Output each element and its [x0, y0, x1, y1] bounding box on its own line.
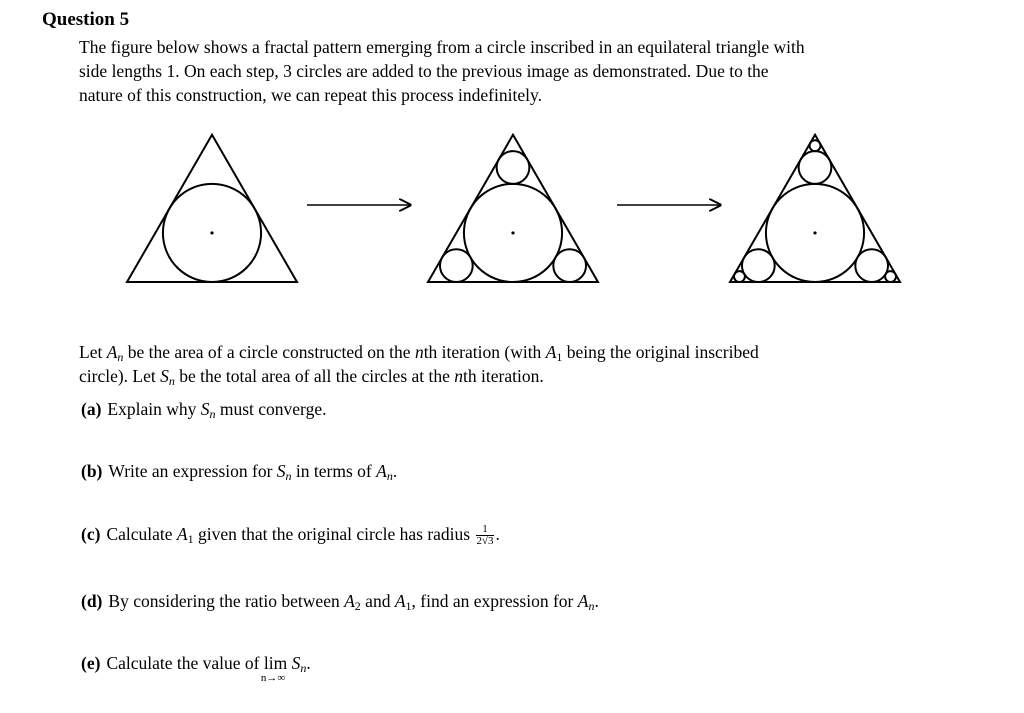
intro-line-1: The figure below shows a fractal pattern emerging from a circle inscribed in an equilateral triangle with [79, 37, 805, 57]
part-a: (a) Explain why $S_n$ must converge. [81, 399, 327, 421]
intro-line-2: side lengths 1. On each step, 3 circles are added to the previous image as demonstrated. Due to the [79, 61, 769, 81]
definition-paragraph [79, 340, 759, 388]
intro-paragraph [79, 35, 805, 107]
intro-line-3: nature of this construction, we can repeat this process indefinitely. [79, 85, 542, 105]
triangle [428, 135, 598, 282]
center-dot [511, 231, 514, 234]
corner-circle [855, 249, 888, 282]
figure-stage-2 [428, 135, 598, 282]
corner-circle [742, 249, 775, 282]
definition-line-1: Let $A_n$ be the area of a circle constructed on the nth iteration (with $A_1$ being the original inscribed [79, 342, 759, 364]
part-d: (d) By considering the ratio between $A_2$ and $A_1$, find an expression for $A_n$. [81, 591, 599, 613]
corner-circle [553, 249, 586, 282]
definition-line-2: circle). Let $S_n$ be the total area of all the circles at the nth iteration. [79, 366, 544, 388]
triangle [730, 135, 900, 282]
center-dot [813, 231, 816, 234]
question-title: Question 5 [42, 9, 130, 30]
figure-stage-3 [730, 135, 900, 282]
corner-circle [885, 271, 896, 282]
part-c: (c) Calculate $A_1$ given that the original circle has radius $\frac{1}{2√3}$ . [81, 523, 500, 548]
corner-circle [440, 249, 473, 282]
figure-stage-1 [127, 135, 297, 282]
corner-circle [799, 151, 832, 184]
corner-circle [497, 151, 530, 184]
corner-circle [734, 271, 745, 282]
part-e: (e) Calculate the value of lim n→∞ $S_n$. [81, 653, 311, 684]
center-dot [210, 231, 213, 234]
part-b: (b) Write an expression for $S_n$ in terms of $A_n$. [81, 461, 398, 483]
limit-operator: lim n→∞ [260, 653, 288, 684]
fractal-figure [0, 120, 1024, 300]
triangle [127, 135, 297, 282]
corner-circle [810, 140, 821, 151]
radius-fraction: $\frac{1}{2√3}$ [476, 523, 494, 548]
